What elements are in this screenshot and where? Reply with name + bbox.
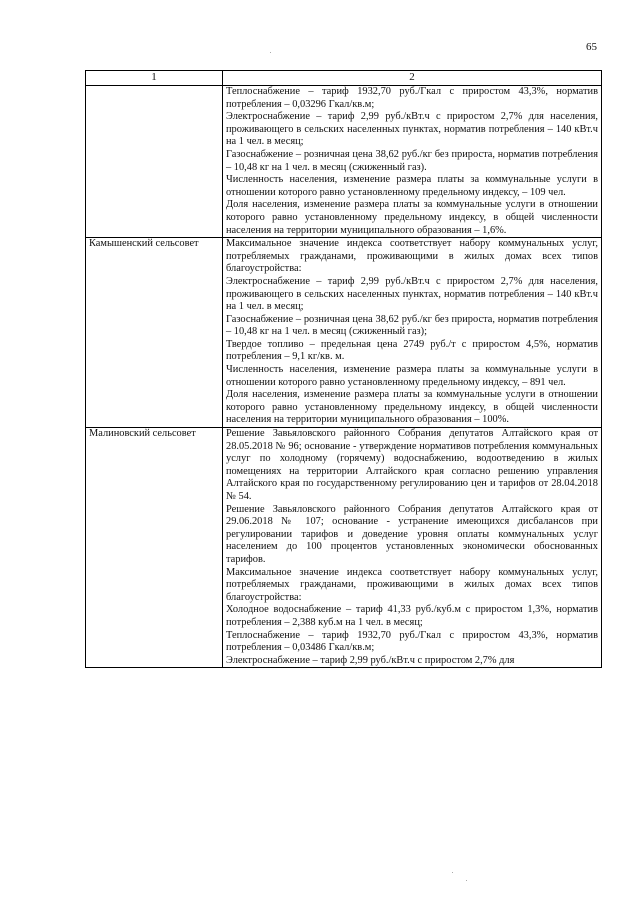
table-header-row [86, 71, 602, 86]
description-cell [223, 86, 602, 238]
paragraph: Электроснабжение – тариф 2,99 руб./кВт.ч с приростом 2,7% для [226, 654, 515, 666]
municipality-name: Камышенский сельсовет [89, 238, 199, 250]
paragraph: Холодное водоснабжение – тариф 41,33 руб./куб.м с приростом 1,3%, норматив потребления – 2,388 куб.м на 1 чел. в месяц; [226, 604, 598, 628]
municipality-cell [86, 238, 223, 428]
page-number: 65 [586, 41, 597, 53]
paragraph: Газоснабжение – розничная цена 38,62 руб./кг без прироста, норматив потребления – 10,48 кг на 1 чел. в месяц (сжиженный газ). [226, 148, 598, 173]
tariff-table [85, 70, 602, 668]
municipality-name: Малиновский сельсовет [89, 428, 196, 440]
description-cell [223, 238, 602, 428]
table-row [86, 428, 602, 668]
paragraph: Электроснабжение – тариф 2,99 руб./кВт.ч с приростом 2,7% для населения, проживающего в сельских населенных пунктах, норматив потребления – 140 кВт.ч на 1 чел. в месяц; [226, 275, 598, 313]
paragraph: Газоснабжение – розничная цена 38,62 руб./кг без прироста, норматив потребления – 10,48 кг на 1 чел. в месяц (сжиженный газ); [226, 313, 598, 338]
paragraph: Доля населения, изменение размера платы за коммунальные услуги в отношении которого равно установленному предельному индексу, в общей численности населения на территории муниципального образования – 100%. [226, 389, 598, 426]
paragraph: Максимальное значение индекса соответствует набору коммунальных услуг, потребляемых гражданами, проживающими в жилых домах всех типов благоустройства: [226, 238, 598, 275]
paragraph: Максимальное значение индекса соответствует набору коммунальных услуг, потребляемых гражданами, проживающими в жилых домах всех типов благоустройства: [226, 566, 598, 603]
paragraph: Решение Завьяловского районного Собрания депутатов Алтайского края от 28.05.2018 № 96; основание - утверждение нормативов потребления коммунальных услуг по холодному (горячему) водоснабжению, водоотведению в жилых помещениях на территории Алтайского края согласно решению управления Алтайского края по государственному регулированию цен и тарифов от 28.04.2018 № 54. [226, 428, 598, 502]
description-cell [223, 428, 602, 668]
header-col-1: 1 [86, 71, 223, 86]
header-col-2: 2 [223, 71, 602, 86]
table-row [86, 86, 602, 238]
scan-speck [452, 872, 453, 873]
paragraph: Численность населения, изменение размера платы за коммунальные услуги в отношении которого равно установленному предельному индексу, – 109 чел. [226, 174, 598, 198]
paragraph: Твердое топливо – предельная цена 2749 руб./т с приростом 4,5%, норматив потребления – 9,1 кг/кв. м. [226, 338, 598, 363]
paragraph: Теплоснабжение – тариф 1932,70 руб./Гкал с приростом 43,3%, норматив потребления – 0,03486 Гкал/кв.м; [226, 629, 598, 654]
municipality-cell [86, 428, 223, 668]
paragraph: Решение Завьяловского районного Собрания депутатов Алтайского края от 29.06.2018 № 107; основание - устранение имеющихся дисбалансов при регулировании тарифов и доведение уровня оплаты коммунальных услуг населением до 100 процентов установленных экономически обоснованных тарифов. [226, 503, 598, 565]
scan-speck [466, 880, 467, 881]
scan-speck [270, 52, 271, 53]
paragraph: Теплоснабжение – тариф 1932,70 руб./Гкал с приростом 43,3%, норматив потребления – 0,03296 Гкал/кв.м; [226, 86, 598, 110]
paragraph: Численность населения, изменение размера платы за коммунальные услуги в отношении которого равно установленному предельному индексу, – 891 чел. [226, 364, 598, 388]
paragraph: Электроснабжение – тариф 2,99 руб./кВт.ч с приростом 2,7% для населения, проживающего в сельских населенных пунктах, норматив потребления – 140 кВт.ч на 1 чел. в месяц; [226, 111, 598, 148]
paragraph: Доля населения, изменение размера платы за коммунальные услуги в отношении которого равно установленному предельному индексу, в общей численности населения на территории муниципального образования – 1,6%. [226, 199, 598, 236]
municipality-cell [86, 86, 223, 238]
table-row [86, 238, 602, 428]
